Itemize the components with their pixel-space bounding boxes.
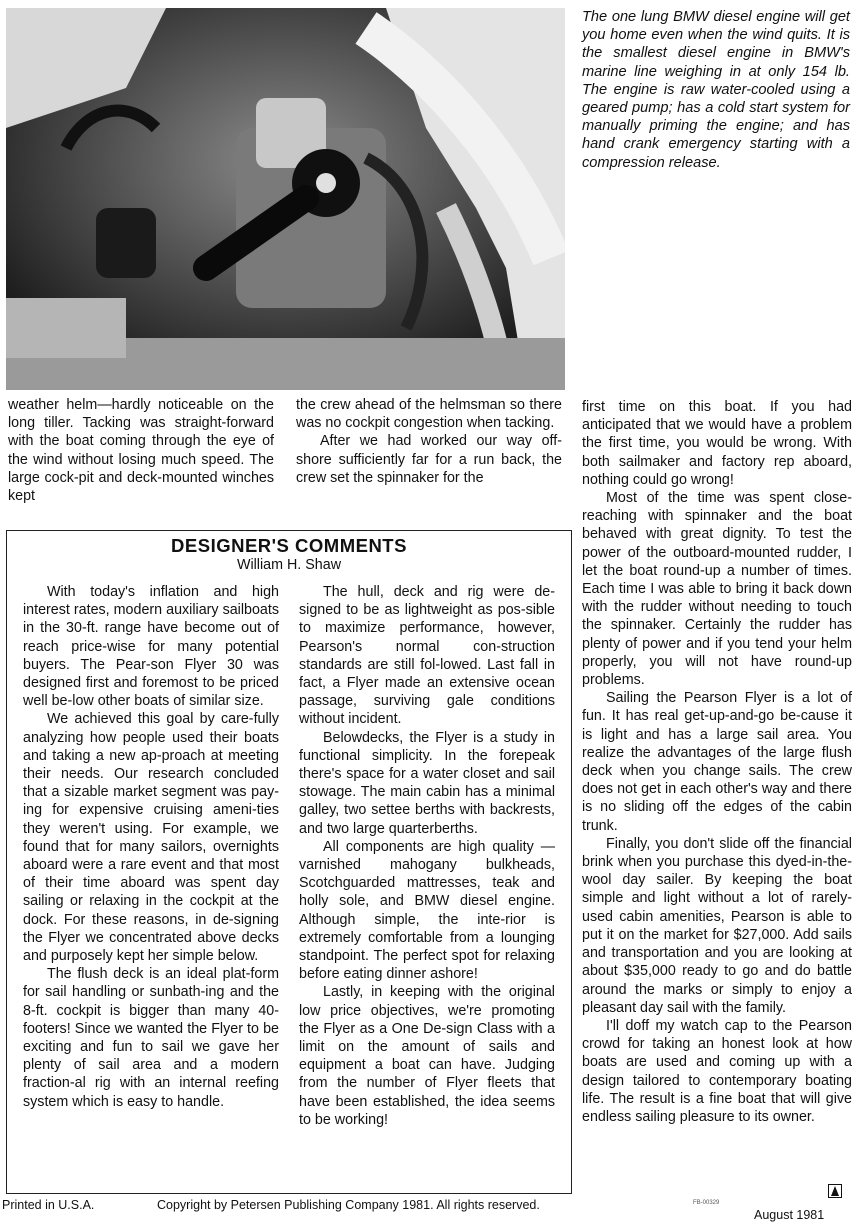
designer-author: William H. Shaw (236, 557, 342, 573)
article-column-2 (296, 396, 562, 487)
paragraph: first time on this boat. If you had anticipated that we would have a problem the first time, you would be wrong. With both sailmaker and factory rep aboard, nothing could go wrong! (582, 399, 852, 488)
paragraph: the crew ahead of the helmsman so there was no cockpit congestion when tacking. (296, 397, 562, 432)
paragraph: Sailing the Pearson Flyer is a lot of fun. It has real get-up-and-go be-cause it is light and has a large sail area. You realize the advantages of the large flush deck when you change sails. The crew does not get in each other's way and there is no sliding off the edges of the cabin trunk. (582, 690, 852, 834)
paragraph: weather helm—hardly noticeable on the long tiller. Tacking was straight-forward with the boat coming through the eye of the wind without losing much speed. The large cock-pit and deck-mounted winches kept (8, 397, 274, 505)
page-code: FB-00329 (693, 1200, 720, 1206)
paragraph: After we had worked our way off-shore sufficiently far for a run back, the crew set the spinnaker for the (296, 433, 562, 486)
paragraph: All components are high quality —varnished mahogany bulkheads, Scotchguarded mattresses, teak and holly sole, and BMW diesel engine. Although simple, the inte-rior is extremely comfortable from a lounging standpoint. The perfect spot for relaxing before eating dinner ashore! (299, 838, 555, 983)
paragraph: With today's inflation and high interest rates, modern auxiliary sailboats in the 30-ft. range have become out of reach price-wise for many potential buyers. The Pear-son Flyer 30 was designed first and foremost to be priced well be-low other boats of similar size. (23, 584, 279, 710)
designer-comments-title: DESIGNER'S COMMENTS (171, 535, 407, 556)
paragraph: Finally, you don't slide off the financial brink when you purchase this dyed-in-the-wool day sailer. By keeping the boat simple and light without a lot of rarely-used cabin amenities, Pearson is able to put it on the market for $27,000. Add sails and transportation and you are looking at about $35,000 ready to go and do battle around the marks or simply to enjoy a pleasant day sail with the family. (582, 835, 852, 1016)
printed-note: Printed in U.S.A. (2, 1198, 95, 1212)
paragraph: We achieved this goal by care-fully analyzing how people used their boats and taking a new ap-proach at meeting their needs. Our research concluded that a sizable market segment was pay-ing for expensive cruising ameni-ties they weren't using. For example, we found that for many sailors, overnights aboard were a rare event and that most of their time aboard was spent day sailing or relaxing in the cockpit at the dock. For these reasons, in de-signing the Flyer we concentrated above decks and purposely kept her simple below. (23, 711, 279, 965)
copyright-note: Copyright by Petersen Publishing Company 1981. All rights reserved. (157, 1198, 540, 1212)
designer-column-2 (299, 583, 555, 1129)
paragraph: The hull, deck and rig were de-signed to be as lightweight as pos-sible to maximize performance, however, Pearson's normal con-struction standards are still fol-lowed. Last fall in fact, a Flyer made an extensive ocean passage, surviving gale conditions without incident. (299, 584, 555, 728)
designer-comments-box (6, 530, 572, 1194)
designer-column-1 (23, 583, 279, 1111)
article-column-1 (8, 396, 274, 505)
paragraph: I'll doff my watch cap to the Pearson crowd for taking an honest look at how boats are used and coming up with a design tailored to contemporary boating life. The result is a fine boat that will give endless sailing pleasure to its owner. (582, 1017, 852, 1125)
paragraph: Belowdecks, the Flyer is a study in functional simplicity. In the forepeak there's space for a water closet and sail stowage. The main cabin has a minimal galley, two settee berths with backrests, and two large quarterberths. (299, 729, 555, 837)
paragraph: Most of the time was spent close-reaching with spinnaker and the boat behaved with great dignity. To test the power of the outboard-mounted rudder, I let the boat round-up a number of times. Each time I was able to bring it back down with the rudder without needing to touch the spinnaker. Certainly the rudder has plenty of power and if you tend your helm properly, you will not have round-up problems. (582, 490, 852, 689)
engine-photo (6, 8, 565, 390)
article-column-3 (582, 398, 852, 1126)
paragraph: The flush deck is an ideal plat-form for sail handling or sunbath-ing and the 8-ft. cockpit is bigger than many 40-footers! Since we wanted the Flyer to be exciting and fun to sail we gave her plenty of sail area and a modern fraction-al rig with an internal reefing system which is easy to handle. (23, 966, 279, 1110)
issue-date: August 1981 (754, 1208, 825, 1222)
paragraph: Lastly, in keeping with the original low price objectives, we're promoting the Flyer as a One De-sign Class with a limit on the amount of sails and equipment a boat can have. Judging from the number of Flyer fleets that have been established, the idea seems to be working! (299, 984, 555, 1128)
end-mark-icon (828, 1184, 842, 1198)
photo-caption: The one lung BMW diesel engine will get you home even when the wind quits. It is the smallest diesel engine in BMW's marine line weighing in at only 154 lb. The engine is raw water-cooled using a geared pump; has a cold start system for manually priming the engine; and has hand crank emergency starting with a compression release. (582, 9, 850, 171)
